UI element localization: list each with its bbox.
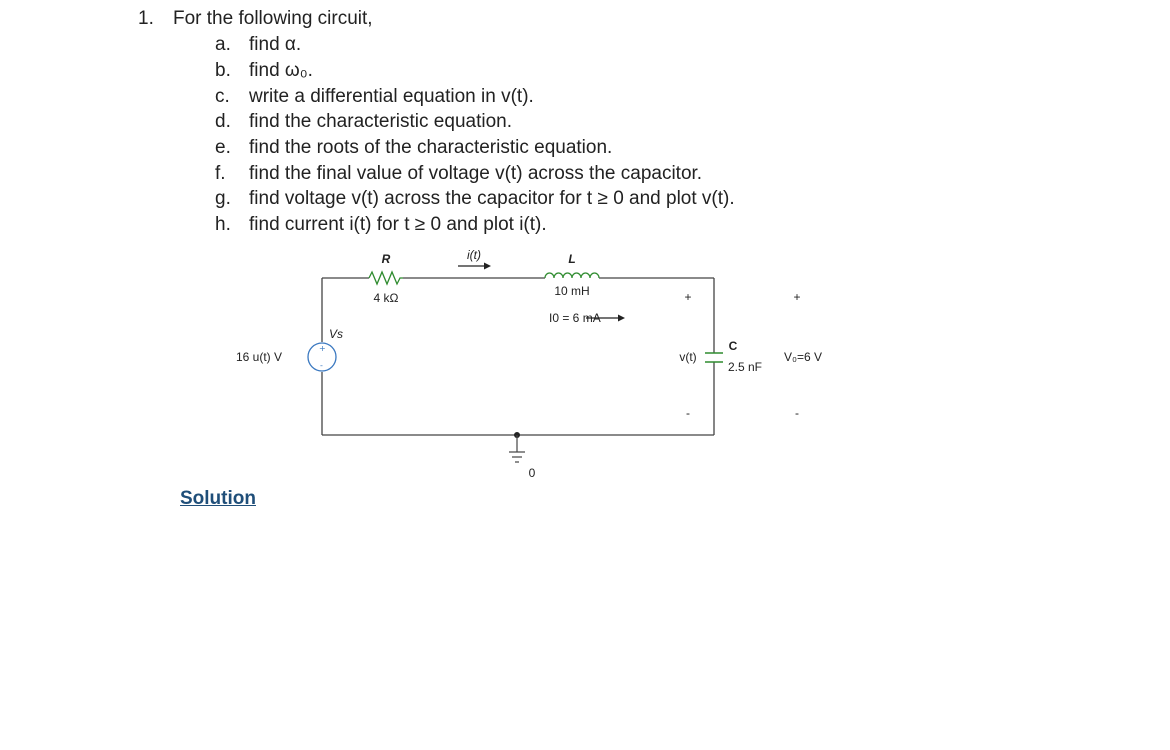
resistor-value: 4 kΩ [373,291,399,305]
item-text: find the final value of voltage v(t) across the capacitor. [249,163,703,184]
voltage-minus-sign: - [686,406,690,420]
item-text: find ω₀. [249,60,313,81]
item-text: find voltage v(t) across the capacitor for t ≥ 0 and plot v(t). [249,188,735,209]
resistor-symbol [369,272,403,284]
initial-current-label: I0 = 6 mA [549,311,601,325]
item-letter: f. [215,163,226,184]
item-letter: d. [215,111,231,132]
item-text: find the characteristic equation. [249,111,512,132]
inductor-name: L [568,252,576,266]
source-label: 16 u(t) V [236,350,283,364]
voltage-source-symbol [308,343,336,371]
item-letter: h. [215,214,231,235]
current-label: i(t) [467,248,481,262]
item-letter: a. [215,34,231,55]
item-letter: c. [215,86,230,107]
initial-voltage-label: V₀=6 V [783,350,823,364]
capacitor-name: C [728,339,738,353]
voltage-label: v(t) [679,350,697,364]
current-arrow-icon [458,263,491,270]
item-letter: e. [215,137,231,158]
ground-symbol [509,432,525,462]
item-text: write a differential equation in v(t). [249,86,534,107]
item-text: find the roots of the characteristic equation. [249,137,613,158]
svg-text:-: - [320,361,323,370]
initial-voltage-minus-sign: - [795,406,799,420]
solution-link[interactable]: Solution [180,488,256,509]
resistor-name: R [381,252,391,266]
item-text: find current i(t) for t ≥ 0 and plot i(t). [249,214,547,235]
problem-number: 1. [138,8,154,29]
item-text: find α. [249,34,302,55]
capacitor-value: 2.5 nF [727,360,763,374]
ground-label: 0 [528,466,536,480]
capacitor-symbol [705,353,723,362]
source-name: Vs [329,327,344,341]
inductor-symbol [545,273,599,278]
voltage-plus-sign: + [684,290,692,304]
initial-voltage-plus-sign: + [793,290,801,304]
inductor-value: 10 mH [554,284,590,298]
problem-stem: For the following circuit, [173,8,373,29]
item-letter: g. [215,188,231,209]
svg-text:+: + [319,344,326,353]
item-letter: b. [215,60,231,81]
